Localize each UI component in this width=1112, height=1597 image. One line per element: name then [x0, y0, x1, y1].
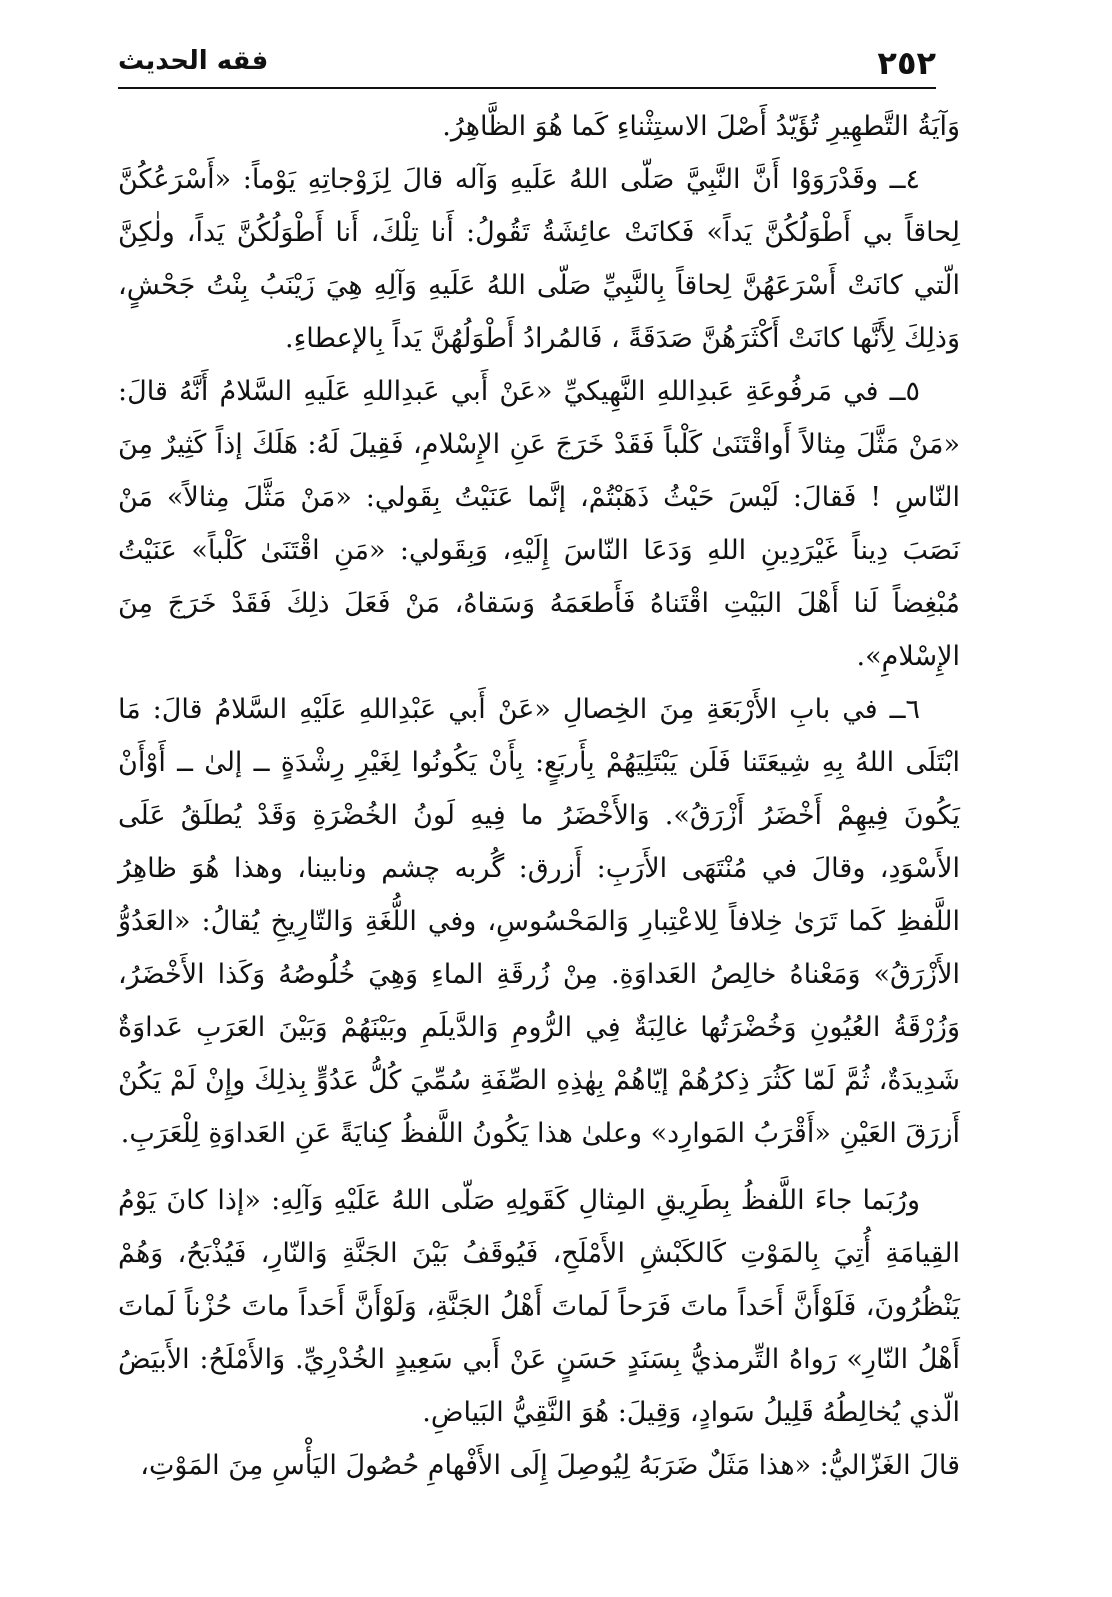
- running-title: فقه الحديث: [118, 46, 269, 76]
- page-header: [118, 38, 936, 88]
- page-number: ٢٥٢: [877, 44, 936, 82]
- header-rule: [118, 87, 936, 89]
- paragraph-4: ٤ــ وقَدْرَوَوْا أَنَّ النَّبِيَّ صَلّى اللهُ عَلَيهِ وَآله قالَ لِزَوْجاتِهِ يَوْماً: «أَسْرَعُكُنَّ لِحاقاً بي أَطْوَلُكُنَّ يَداً» فَكانَتْ عائِشَةُ تَقُولُ: أَنا تِلْكَ، أَنا أَطْوَلُكُنَّ يَداً، ولٰكِنَّ الّتي كانَتْ أَسْرَعَهُنَّ لِحاقاً بِالنَّبِيِّ صَلّى اللهُ عَلَيهِ وَآلِهِ هِيَ زَيْنَبُ بِنْتُ جَحْشٍ، وَذلِكَ لِأَنَّها كانَتْ أَكْثَرَهُنَّ صَدَقَةً ، فَالمُرادُ أَطْوَلُهُنَّ يَداً بِالإعطاءِ.: [118, 164, 960, 354]
- paragraph-ghazali: قالَ الغَزّاليُّ: «هذا مَثَلٌ ضَرَبَهُ لِيُوصِلَ إِلَى الأَفْهامِ حُصُولَ اليَأْسِ مِنَ المَوْتِ،: [140, 1450, 960, 1481]
- paragraph-example: ورُبَما جاءَ اللَّفظُ بِطَرِيقِ المِثالِ كَقَولِهِ صَلّى اللهُ عَلَيْهِ وَآلِهِ: «إذا كانَ يَوْمُ القِيامَةِ أُتِيَ بِالمَوْتِ كَالكَبْشِ الأَمْلَحِ، فَيُوقَفُ بَيْنَ الجَنَّةِ وَالنّارِ، فَيُذْبَحُ، وَهُمْ يَنْظُرُونَ، فَلَوْأَنَّ أَحَداً ماتَ فَرَحاً لَماتَ أَهْلُ الجَنَّةِ، وَلَوْأَنَّ أَحَداً ماتَ حُزْناً لَماتَ أَهْلُ النّارِ» رَواهُ التِّرمذيُّ بِسَنَدٍ حَسَنٍ عَنْ أَبي سَعِيدٍ الخُدْرِيِّ. وَالأَمْلَحُ: الأَبيَضُ الّذي يُخالِطُهُ قَلِيلُ سَوادٍ، وَقِيلَ: هُوَ النَّقِيُّ البَياضِ.: [118, 1185, 960, 1428]
- paragraph-6: ٦ــ في بابِ الأَرْبَعَةِ مِنَ الخِصالِ «عَنْ أَبي عَبْدِاللهِ عَلَيْهِ السَّلامُ قالَ: مَا ابْتَلَى اللهُ بِهِ شِيعَتَنا فَلَن يَبْتَلِيَهُمْ بِأَربَعٍ: بِأَنْ يَكُونُوا لِغَيْرِ رِشْدَةٍ ــ إلىٰ ــ أَوْأَنْ يَكُونَ فِيهِمْ أَخْضَرُ أَزْرَقُ». وَالأَخْضَرُ ما فِيهِ لَونُ الخُضْرَةِ وَقَدْ يُطلَقُ عَلَى الأَسْوَدِ، وقالَ في مُنْتَهَى الأَرَبِ: أَزرق: گُربه چشم ونابينا، وهذا هُوَ ظاهِرُ اللَّفظِ كَما تَرَىٰ خِلافاً لِلاعْتِبارِ وَالمَحْسُوسِ، وفي اللُّغَةِ وَالتّارِيخِ يُقالُ: «العَدُوُّ الأَزْرَقُ» وَمَعْناهُ خالِصُ العَداوَةِ. مِنْ زُرقَةِ الماءِ وَهِيَ خُلُوصُهُ وَكَذا الأَخْضَرُ، وَزُرْقَةُ العُيُونِ وَخُضْرَتُها غالِبَةٌ فِي الرُّومِ وَالدَّيلَمِ وبَيْنَهُمْ وَبَيْنَ العَرَبِ عَداوَةٌ شَدِيدَةٌ، ثُمَّ لَمّا كَثُرَ ذِكرُهُمْ إيّاهُمْ بِهٰذِهِ الصِّفَةِ سُمِّيَ كُلُّ عَدُوٍّ بِذلِكَ وإِنْ لَمْ يَكُنْ أَزرَقَ العَيْنِ «أَقْرَبُ المَوارِد» وعلىٰ هذا يَكُونُ اللَّفظُ كِنايَةً عَنِ العَداوَةِ لِلْعَرَبِ.: [118, 694, 960, 1149]
- paragraph-5: ٥ــ في مَرفُوعَةِ عَبدِاللهِ النَّهِيكيِّ «عَنْ أَبي عَبدِاللهِ عَلَيهِ السَّلامُ أَنَّهُ قالَ: «مَنْ مَثَّلَ مِثالاً أَواقْتَنَىٰ كَلْباً فَقَدْ خَرَجَ عَنِ الإِسْلامِ، فَقِيلَ لَهُ: هَلَكَ إذاً كَثِيرٌ مِنَ النّاسِ ! فَقالَ: لَيْسَ حَيْثُ ذَهَبْتُمْ، إنَّما عَنَيْتُ بِقَولي: «مَنْ مَثَّلَ مِثالاً» مَنْ نَصَبَ دِيناً غَيْرَدِينِ اللهِ وَدَعَا النّاسَ إِلَيْهِ، وَبِقَولي: «مَنِ اقْتَنَىٰ كَلْباً» عَنَيْتُ مُبْغِضاً لَنا أَهْلَ البَيْتِ اقْتَناهُ فَأَطعَمَهُ وَسَقاهُ، مَنْ فَعَلَ ذلِكَ فَقَدْ خَرَجَ مِنَ الإِسْلامِ».: [118, 376, 960, 672]
- paragraph-intro: وَآيَةُ التَّطهِيرِ تُؤَيّدُ أَصْلَ الاستِثْناءِ كَما هُوَ الظَّاهِرُ.: [442, 111, 960, 142]
- page-body: [118, 100, 960, 1492]
